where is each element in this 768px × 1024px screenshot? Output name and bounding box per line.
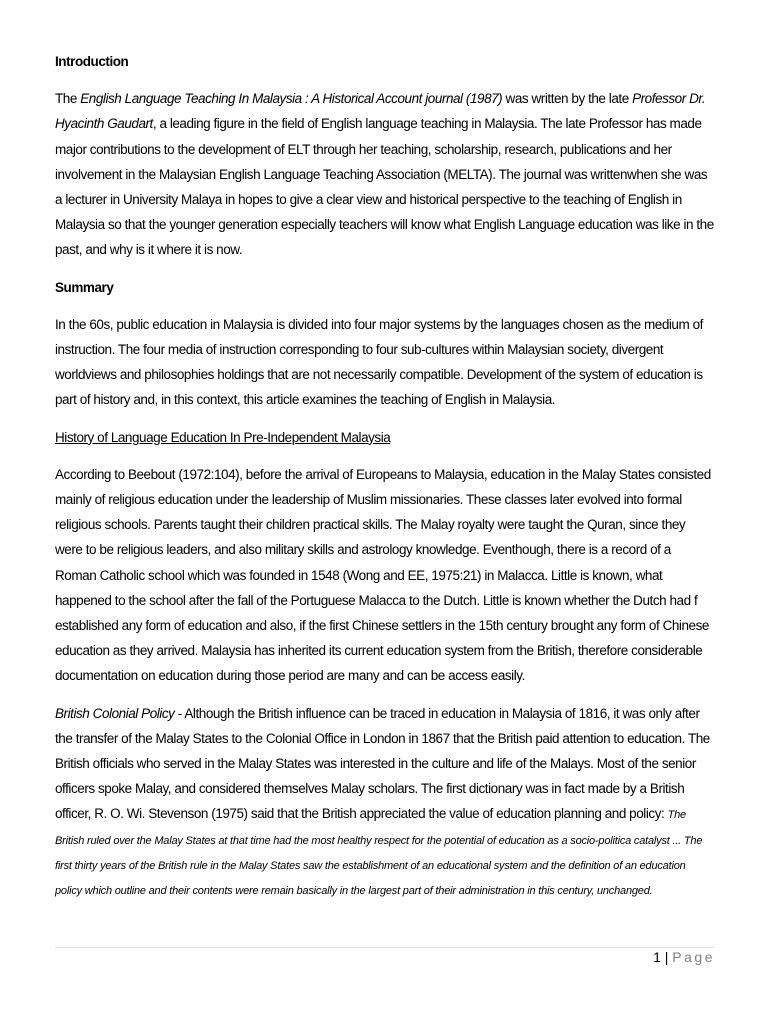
history-heading: History of Language Education In Pre-Independent Malaysia [55, 429, 391, 445]
history-paragraph: According to Beebout (1972:104), before the arrival of Europeans to Malaysia, education in the Malay States consisted mainly of religious education under the leadership of Muslim missionaries. These classes later evolved into formal religious schools. Parents taught their children practical skills. The Malay royalty were taught the Quran, since they were to be religious leaders, and also military skills and astrology knowledge. Eventhough, there is a record of a Roman Catholic school which was founded in 1548 (Wong and EE, 1975:21) in Malacca. Little is known, what happened to the school after the fall of the Portuguese Malacca to the Dutch. Little is known whether the Dutch had f established any form of education and also, if the first Chinese settlers in the 15th century brought any form of Chinese education as they arrived. Malaysia has inherited its current education system from the British, therefore considerable documentation on education during those period are many and can be access easily. [55, 466, 711, 684]
page-label: Page [672, 949, 715, 965]
summary-paragraph: In the 60s, public education in Malaysia is divided into four major systems by the languages chosen as the medium of instruction. The four media of instruction corresponding to four sub-cultures within Malaysian society, divergent worldviews and philosophies holdings that are not necessarily compatible. Development of the system of education is part of history and, in this context, this article examines the teaching of English in Malaysia. [55, 316, 703, 408]
intro-text-2: was written by the late [502, 91, 633, 107]
journal-title: English Language Teaching In Malaysia : A Historical Account journal (1987) [80, 91, 503, 107]
introduction-paragraph [55, 86, 715, 262]
footer-divider [55, 947, 715, 948]
author-name: Professor Dr. Hyacinth Gaudart [55, 91, 706, 132]
intro-text-1: The [55, 91, 81, 107]
document-body [55, 49, 715, 914]
intro-text-3: , a leading figure in the field of English language teaching in Malaysia. The late Professor has made major contributions to the development of ELT through her teaching, scholarship, research, publications and her involvement in the Malaysian English Language Teaching Association (MELTA). The journal was writtenwhen she was a lecturer in University Malaya in hopes to give a clear view and historical perspective to the teaching of English in Malaysia so that the younger generation especially teachers will know what English Language education was like in the past, and why is it where it is now. [55, 116, 714, 258]
colonial-policy-text: - Although the British influence can be traced in education in Malaysia of 1816, it was only after the transfer of the Malay States to the Colonial Office in London in 1867 that the British paid attention to education. The British officials who served in the Malay States was interested in the culture and life of the Malays. Most of the senior officers spoke Malay, and considered themselves Malay scholars. The first dictionary was in fact made by a British officer, R. O. Wi. Stevenson (1975) said that the British appreciated the value of education planning and policy: [55, 705, 710, 822]
page-separator: | [664, 949, 669, 965]
colonial-policy-label: British Colonial Policy [55, 705, 175, 721]
page-footer [653, 947, 715, 967]
introduction-heading: Introduction [55, 54, 129, 69]
page-number: 1 [653, 949, 661, 965]
colonial-policy-quote: The British ruled over the Malay States at that time had the most healthy respect for the potential of education as a socio-politica catalyst ... The first thirty years of the British rule in the Malay States saw the establishment of an educational system and the definition of an education policy which outline and their contents were remain basically in the largest part of their administration in this century, unchanged. [55, 809, 703, 898]
summary-heading: Summary [55, 279, 114, 295]
colonial-policy-paragraph [55, 701, 715, 903]
